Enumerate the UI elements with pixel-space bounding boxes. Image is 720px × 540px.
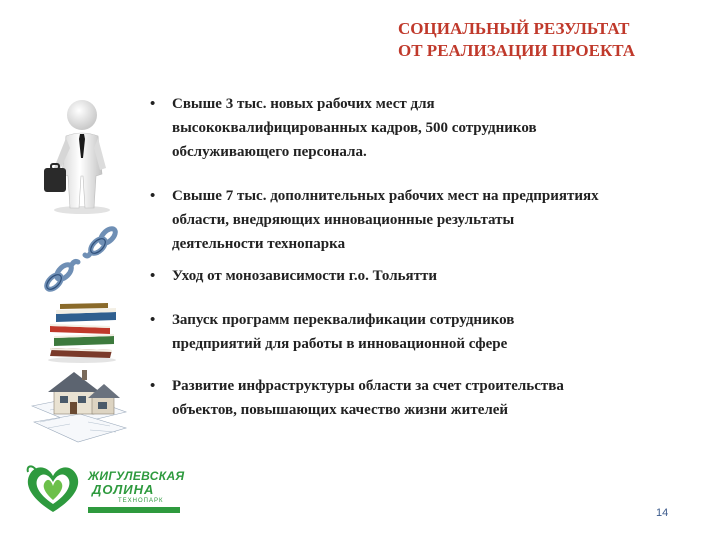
technopark-logo xyxy=(22,458,192,516)
bullet-text-line: предприятий для работы в инновационной сфере xyxy=(172,336,508,352)
bullet-text-line: деятельности технопарка xyxy=(172,236,346,252)
broken-chain-icon xyxy=(40,224,124,296)
bullet-text-line: Запуск программ переквалификации сотрудников xyxy=(172,312,515,328)
bullet-text-line: высококвалифицированных кадров, 500 сотрудников xyxy=(172,120,537,136)
bullet-marker: • xyxy=(150,188,156,204)
bullet-text-line: объектов, повышающих качество жизни жителей xyxy=(172,402,509,418)
bullet-text-line: области, внедряющих инновационные результаты xyxy=(172,212,515,228)
house-blueprint-icon xyxy=(30,366,128,444)
logo-title-line-2: ДОЛИНА xyxy=(92,482,155,497)
title-line-1: СОЦИАЛЬНЫЙ РЕЗУЛЬТАТ xyxy=(398,19,630,38)
bullet-text-line: Свыше 7 тыс. дополнительных рабочих мест на предприятиях xyxy=(172,188,599,204)
bullet-marker: • xyxy=(150,312,156,328)
logo-band xyxy=(88,507,180,513)
bullet-text-line: обслуживающего персонала. xyxy=(172,144,367,160)
book-stack-icon xyxy=(44,302,120,364)
title-line-2: ОТ РЕАЛИЗАЦИИ ПРОЕКТА xyxy=(398,41,636,60)
page-number: 14 xyxy=(656,507,669,519)
bullet-marker: • xyxy=(150,96,156,112)
businessman-figure-icon xyxy=(38,98,120,216)
bullet-marker: • xyxy=(150,268,156,284)
bullet-marker: • xyxy=(150,378,156,394)
bullet-text-line: Уход от монозависимости г.о. Тольятти xyxy=(172,268,438,284)
logo-title-line-1: ЖИГУЛЕВСКАЯ xyxy=(88,469,185,483)
leaf-heart-logo-icon xyxy=(22,460,84,516)
logo-subtitle: ТЕХНОПАРК xyxy=(118,498,164,504)
slide-title xyxy=(398,18,698,62)
bullet-text-line: Развитие инфраструктуры области за счет строительства xyxy=(172,378,564,394)
bullet-text-line: Свыше 3 тыс. новых рабочих мест для xyxy=(172,96,435,112)
